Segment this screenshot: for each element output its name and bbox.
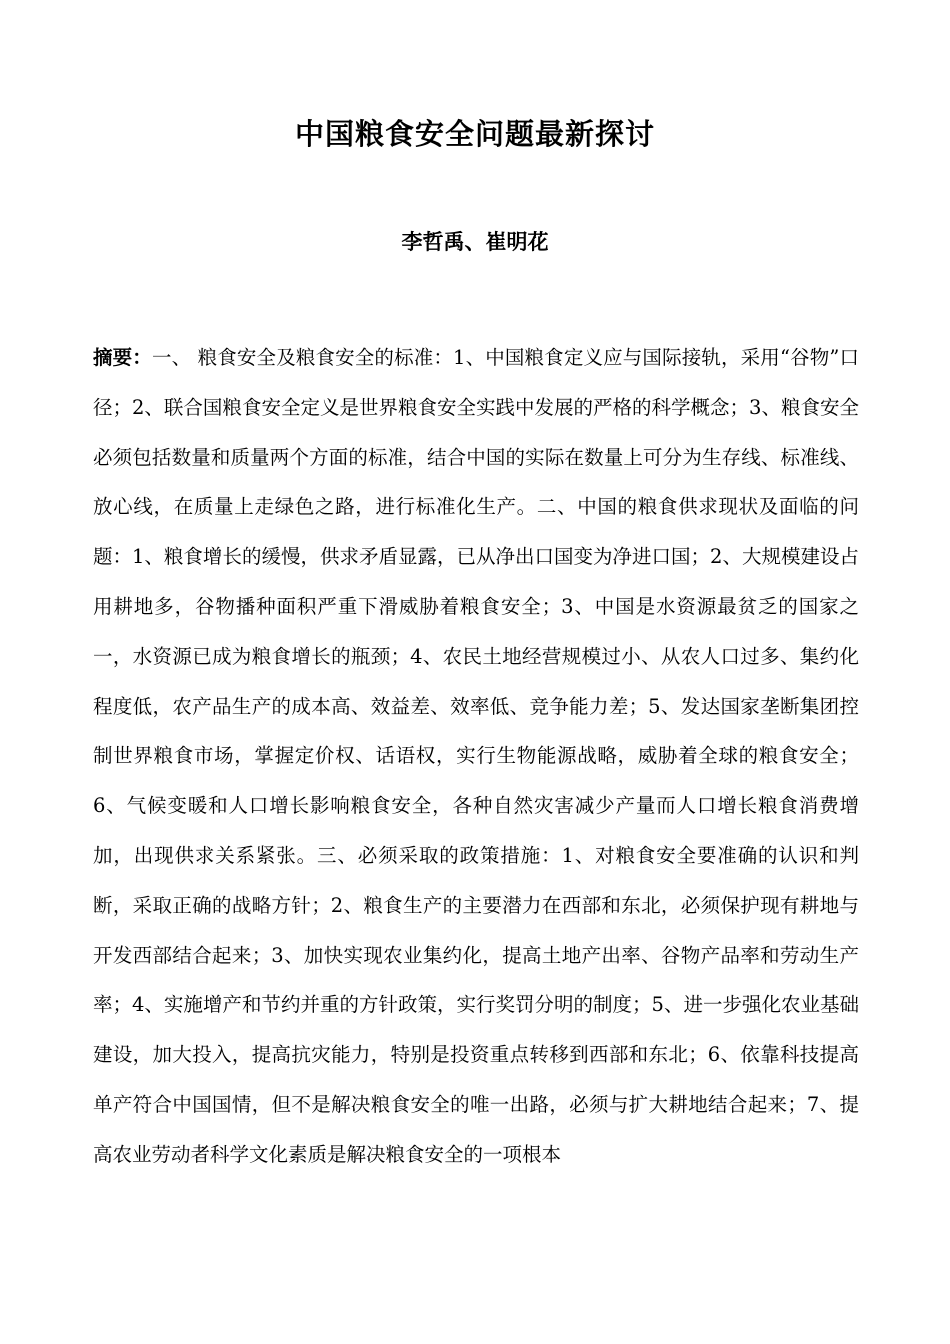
abstract-text: 一、 粮食安全及粮食安全的标准：1、中国粮食定义应与国际接轨，采用“谷物”口径；2、联合国粮食安全定义是世界粮食安全实践中发展的严格的科学概念；3、粮食安全必须包括数量和质量两个方面的标准，结合中国的实际在数量上可分为生存线、标准线、放心线，在质量上走绿色之路，进行标准化生产。二、中国的粮食供求现状及面临的问题：1、粮食增长的缓慢，供求矛盾显露，已从净出口国变为净进口国；2、大规模建设占用耕地多，谷物播种面积严重下滑威胁着粮食安全；3、中国是水资源最贫乏的国家之一，水资源已成为粮食增长的瓶颈；4、农民土地经营规模过小、从农人口过多、集约化程度低，农产品生产的成本高、效益差、效率低、竞争能力差；5、发达国家垄断集团控制世界粮食市场，掌握定价权、话语权，实行生物能源战略，威胁着全球的粮食安全；6、气候变暖和人口增长影响粮食安全，各种自然灾害减少产量而人口增长粮食消费增加，出现供求关系紧张。三、必须采取的政策措施：1、对粮食安全要准确的认识和判断，采取正确的战略方针；2、粮食生产的主要潜力在西部和东北，必须保护现有耕地与开发西部结合起来；3、加快实现农业集约化，提高土地产出率、谷物产品率和劳动生产率；4、实施增产和节约并重的方针政策，实行奖罚分明的制度；5、进一步强化农业基础建设，加大投入，提高抗灾能力，特别是投资重点转移到西部和东北；6、依靠科技提高单产符合中国国情，但不是解决粮食安全的唯一出路，必须与扩大耕地结合起来；7、提高农业劳动者科学文化素质是解决粮食安全的一项根本 xyxy=(93,346,859,1166)
document-authors: 李哲禹、崔明花 xyxy=(401,229,549,254)
document-title: 中国粮食安全问题最新探讨 xyxy=(294,117,655,151)
abstract-paragraph xyxy=(93,333,859,1180)
abstract-label: 摘要： xyxy=(93,346,152,369)
